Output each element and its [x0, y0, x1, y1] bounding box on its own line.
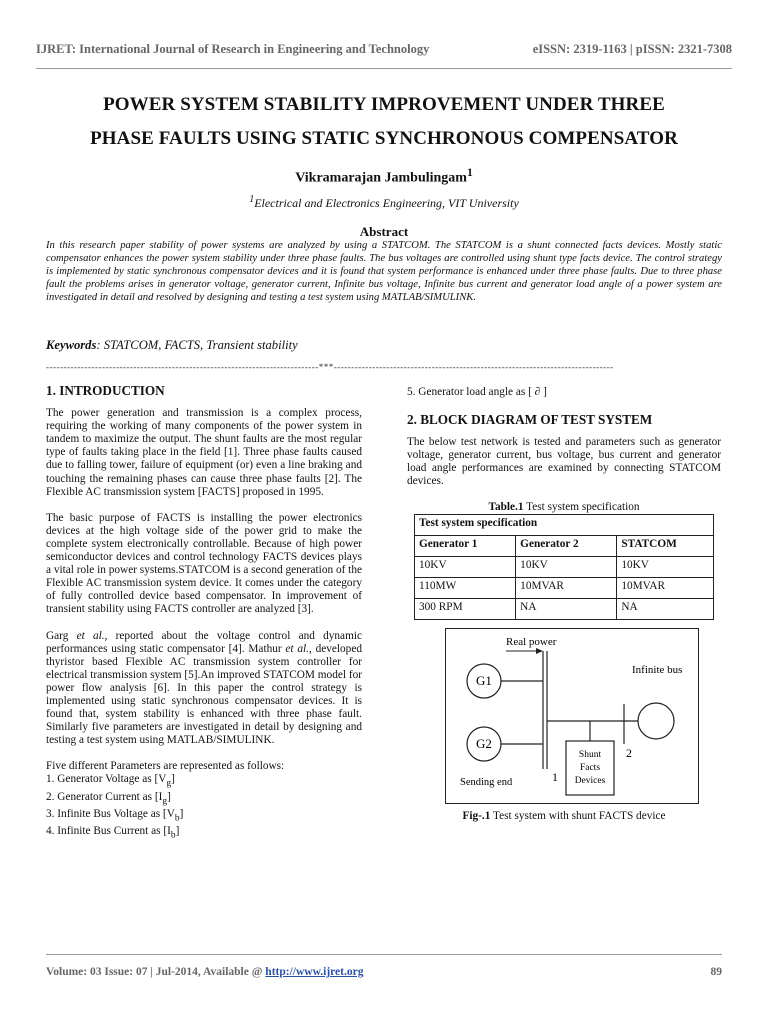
param-text: 1. Generator Voltage as [V	[46, 773, 167, 786]
keywords	[46, 338, 298, 353]
footer-left-text: Volume: 03 Issue: 07 | Jul-2014, Available @	[46, 966, 266, 978]
param-item	[46, 773, 362, 790]
table-cell: 10KV	[516, 556, 617, 577]
affiliation-sup: 1	[249, 194, 255, 205]
figure-caption-label: Fig-.1	[462, 809, 491, 822]
footer-rule	[46, 954, 722, 955]
table-row	[415, 598, 714, 619]
spec-table	[414, 514, 714, 620]
author-name: Vikramarajan Jambulingam	[295, 170, 467, 186]
sending-end-label: Sending end	[460, 776, 513, 788]
table-title-cell: Test system specification	[415, 514, 714, 535]
divider-dashes-left: ------------------------------------------------------------------------------	[46, 362, 319, 372]
abstract-heading: Abstract	[359, 224, 409, 239]
block-paragraph: The below test network is tested and parameters such as generator voltage, generator current, bus voltage, bus current and generator load angle performances are examined by connecting STATCOM devices.	[407, 436, 721, 488]
header-rule	[36, 68, 732, 69]
divider-mark: ***	[318, 362, 334, 372]
running-header	[36, 42, 732, 57]
param-item-5: 5. Generator load angle as [ ∂ ]	[407, 386, 547, 398]
table-header-cell: Generator 2	[516, 535, 617, 556]
table-cell: 110MW	[415, 577, 516, 598]
author	[0, 166, 768, 187]
intro-paragraph-1: The power generation and transmission is a complex process, requiring the working of many components of the power system in tandem to maximize the output. The shunt faults are the most regular type of faults taking place in the field [1]. Three phase faults caused due to falling tower, failure of equipment (or) even a line braking and touching the remaining phases can cause three phase faults [2]. The Flexible AC transmission system [FACTS] proposed in 1995.	[46, 407, 362, 498]
keywords-text: : STATCOM, FACTS, Transient stability	[96, 338, 298, 352]
param-item	[46, 791, 362, 808]
shunt-label: Shunt	[578, 749, 602, 760]
table-cell: NA	[617, 598, 714, 619]
real-power-label: Real power	[506, 635, 557, 648]
p3-part-a: Garg	[46, 629, 77, 642]
param-sub: g	[162, 796, 168, 807]
g1-label: G1	[476, 672, 492, 688]
left-column	[46, 384, 362, 843]
table-header-cell: STATCOM	[617, 535, 714, 556]
test-system-figure	[445, 628, 699, 804]
node-1-label: 1	[552, 769, 558, 784]
title-line-1: POWER SYSTEM STABILITY IMPROVEMENT UNDER THREE	[103, 94, 665, 115]
table-cell: 300 RPM	[415, 598, 516, 619]
table-header-row	[415, 535, 714, 556]
running-footer	[46, 966, 722, 978]
param-text: 2. Generator Current as [I	[46, 790, 163, 803]
table-title-row	[415, 514, 714, 535]
devices-label: Devices	[574, 775, 606, 786]
figure-caption	[407, 810, 721, 823]
param-end: ]	[179, 808, 184, 821]
figure-caption-text: Test system with shunt FACTS device	[490, 809, 666, 822]
section-divider	[46, 362, 722, 372]
param-sub: b	[170, 830, 176, 841]
footer-volume	[46, 966, 363, 978]
block-diagram-heading: 2. BLOCK DIAGRAM OF TEST SYSTEM	[407, 412, 653, 428]
author-sup: 1	[466, 166, 473, 179]
table-caption-text: Test system specification	[523, 500, 640, 513]
g2-label: G2	[476, 735, 492, 751]
divider-dashes-right: --------------------------------------------------------------------------------	[333, 362, 614, 372]
facts-label: Facts	[579, 762, 601, 773]
paper-title	[36, 88, 732, 156]
intro-paragraph-3	[46, 630, 362, 748]
param-text: 3. Infinite Bus Voltage as [V	[46, 808, 175, 821]
journal-name: IJRET: International Journal of Research in Engineering and Technology	[36, 42, 430, 56]
param-end: ]	[175, 825, 180, 838]
page-number: 89	[710, 966, 722, 978]
p3-etal-1: et al.	[76, 629, 105, 642]
table-cell: 10MVAR	[617, 577, 714, 598]
intro-paragraph-2: The basic purpose of FACTS is installing the power electronics devices at the high voltage side of the power grid to make the complete system electronically controllable. Because of high power semiconductor devices and control technology FACTS devices plays a vital role in power systems.STATCOM is a second generation of the Flexible AC transmission system device. It comes under the category of fully controlled device based compensator. In improvement of transient stability using FACTS controller are analyzed [3].	[46, 511, 362, 616]
table-header-cell: Generator 1	[415, 535, 516, 556]
intro-heading: 1. INTRODUCTION	[46, 383, 165, 398]
p3-part-b: , reported about the voltage control and dynamic performances using static compensator [4]. Mathur	[46, 629, 363, 655]
table-row	[415, 577, 714, 598]
affiliation-text: Electrical and Electronics Engineering, VIT University	[254, 196, 519, 210]
param-text: 4. Infinite Bus Current as [I	[46, 825, 171, 838]
abstract-text: In this research paper stability of power systems are analyzed by using a STATCOM. The STATCOM is a shunt connected facts devices. Mostly static compensator enhances the power system stability under three phase faults. The bus voltages are controlled using shunt type facts device. The control strategy is implemented by static synchronous compensator devices and it is found that system performance is enhanced under three phase faults. Due to three phase fault the problems arises in generator voltage, generator current, Infinite bus voltage, Infinite bus current and generator load angle of a power system are investigated in detail and resolved by designing and testing a test system using MATLAB/SIMULINK.	[46, 240, 722, 303]
right-column	[407, 384, 721, 823]
table-cell: 10MVAR	[516, 577, 617, 598]
params-intro: Five different Parameters are represented as follows:	[46, 760, 285, 773]
param-sub: b	[174, 813, 180, 824]
param-end: ]	[171, 773, 175, 786]
journal-link[interactable]: http://www.ijret.org	[265, 966, 364, 978]
infinite-bus-symbol	[638, 703, 674, 739]
test-system-diagram	[446, 629, 698, 803]
table-row	[415, 556, 714, 577]
table-cell: NA	[516, 598, 617, 619]
table-caption	[407, 501, 721, 514]
param-sub: g	[166, 778, 172, 789]
param-item	[46, 808, 362, 825]
p3-etal-2: et al.	[285, 642, 309, 655]
infinite-bus-label: Infinite bus	[632, 663, 683, 676]
real-power-arrowhead	[536, 648, 543, 654]
title-line-2: PHASE FAULTS USING STATIC SYNCHRONOUS COMPENSATOR	[90, 128, 678, 149]
table-caption-label: Table.1	[488, 500, 524, 513]
param-end: ]	[167, 790, 171, 803]
table-cell: 10KV	[617, 556, 714, 577]
node-2-label: 2	[626, 745, 632, 760]
p3-part-c: , developed thyristor based Flexible AC transmission system controller for electrical transmission system [5].An improved STATCOM model for power flow analysis [6]. In this paper the control strategy is implemented using static synchronous compensator devices. It is found that, system stability is enhanced with three phase fault. Similarly five parameters are investigated in detail by designing and testing a test system using MATLAB/SIMULINK.	[46, 642, 362, 747]
issn-info: eISSN: 2319-1163 | pISSN: 2321-7308	[532, 42, 732, 56]
param-item	[46, 825, 362, 842]
keywords-label: Keywords	[46, 338, 97, 352]
table-cell: 10KV	[415, 556, 516, 577]
affiliation	[0, 194, 768, 211]
